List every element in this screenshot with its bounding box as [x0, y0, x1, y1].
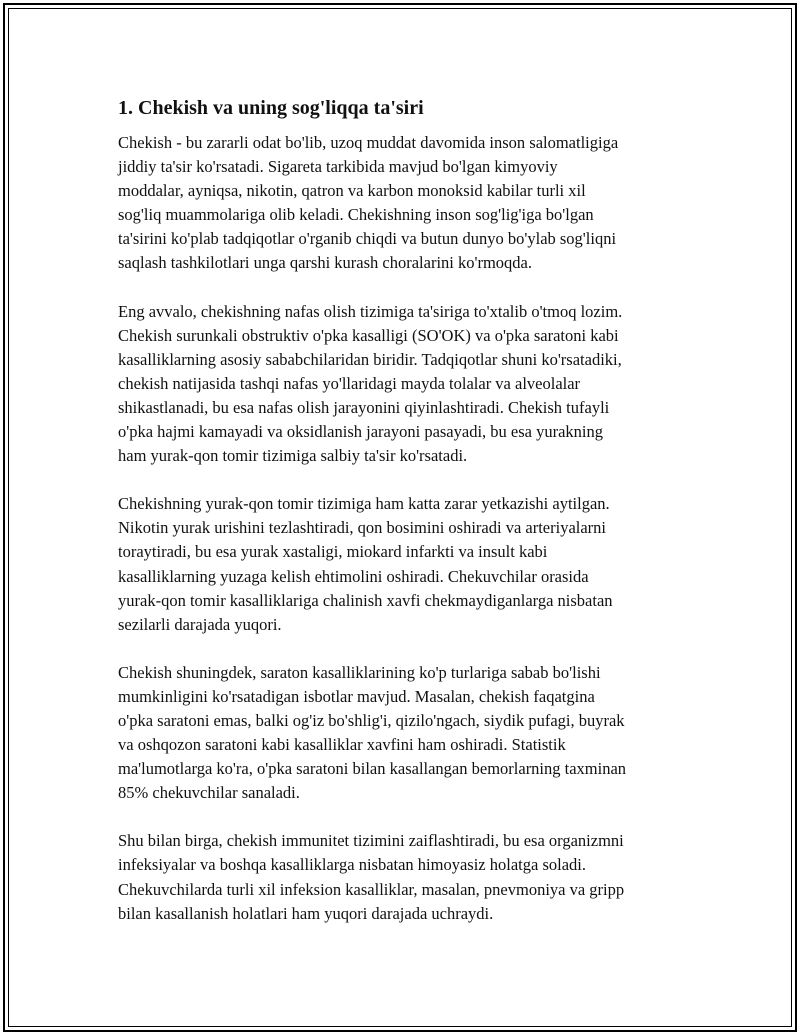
- text-line: yurak-qon tomir kasalliklariga chalinish xavfi chekmaydiganlarga nisbatan: [118, 590, 613, 610]
- paragraph-1: [118, 131, 698, 276]
- text-line: mumkinligini ko'rsatadigan isbotlar mavjud. Masalan, chekish faqatgina: [118, 686, 595, 706]
- text-line: Nikotin yurak urishini tezlashtiradi, qon bosimini oshiradi va arteriyalarni: [118, 518, 607, 538]
- text-line: Chekuvchilarda turli xil infeksion kasalliklar, masalan, pnevmoniya va gripp: [118, 879, 625, 899]
- text-line: va oshqozon saratoni kabi kasalliklar xavfini ham oshiradi. Statistik: [118, 735, 566, 755]
- text-line: ham yurak-qon tomir tizimiga salbiy ta'sir ko'rsatadi.: [118, 446, 468, 466]
- text-line: toraytiradi, bu esa yurak xastaligi, miokard infarkti va insult kabi: [118, 542, 548, 562]
- text-line: kasalliklarning yuzaga kelish ehtimolini oshiradi. Chekuvchilar orasida: [118, 566, 589, 586]
- text-line: o'pka saratoni emas, balki og'iz bo'shlig'i, qizilo'ngach, siydik pufagi, buyrak: [118, 710, 625, 730]
- text-line: sog'liq muammolariga olib keladi. Chekishning inson sog'lig'iga bo'lgan: [118, 205, 594, 225]
- paragraph-4: [118, 661, 698, 806]
- text-line: 85% chekuvchilar sanaladi.: [118, 783, 300, 803]
- document-body: [118, 95, 698, 950]
- text-line: infeksiyalar va boshqa kasalliklarga nisbatan himoyasiz holatga soladi.: [118, 855, 586, 875]
- text-line: Chekishning yurak-qon tomir tizimiga ham katta zarar yetkazishi aytilgan.: [118, 494, 610, 514]
- paragraph-5: [118, 829, 698, 925]
- text-line: bilan kasallanish holatlari ham yuqori darajada uchraydi.: [118, 903, 494, 923]
- text-line: Shu bilan birga, chekish immunitet tizimini zaiflashtiradi, bu esa organizmni: [118, 831, 624, 851]
- text-line: kasalliklarning asosiy sababchilaridan biridir. Tadqiqotlar shuni ko'rsatadiki,: [118, 349, 622, 369]
- text-line: Chekish - bu zararli odat bo'lib, uzoq muddat davomida inson salomatligiga: [118, 133, 619, 152]
- text-line: jiddiy ta'sir ko'rsatadi. Sigareta tarkibida mavjud bo'lgan kimyoviy: [118, 157, 558, 177]
- text-line: chekish natijasida tashqi nafas yo'llaridagi mayda tolalar va alveolalar: [118, 373, 581, 393]
- text-line: moddalar, ayniqsa, nikotin, qatron va karbon monoksid kabilar turli xil: [118, 181, 586, 201]
- text-line: saqlash tashkilotlari unga qarshi kurash choralarini ko'rmoqda.: [118, 253, 532, 273]
- paragraph-2: [118, 300, 698, 469]
- text-line: Chekish surunkali obstruktiv o'pka kasalligi (SO'OK) va o'pka saratoni kabi: [118, 325, 619, 345]
- section-heading: 1. Chekish va uning sog'liqqa ta'siri: [118, 97, 424, 119]
- text-line: o'pka hajmi kamayadi va oksidlanish jarayoni pasayadi, bu esa yurakning: [118, 422, 604, 442]
- text-line: sezilarli darajada yuqori.: [118, 614, 282, 634]
- text-line: shikastlanadi, bu esa nafas olish jarayonini qiyinlashtiradi. Chekish tufayli: [118, 397, 610, 417]
- text-line: ta'sirini ko'plab tadqiqotlar o'rganib chiqdi va butun dunyo bo'ylab sog'liqni: [118, 229, 617, 249]
- text-line: Chekish shuningdek, saraton kasalliklarining ko'p turlariga sabab bo'lishi: [118, 662, 601, 682]
- text-line: Eng avvalo, chekishning nafas olish tizimiga ta'siriga to'xtalib o'tmoq lozim.: [118, 301, 623, 321]
- paragraph-3: [118, 492, 698, 637]
- text-line: ma'lumotlarga ko'ra, o'pka saratoni bilan kasallangan bemorlarning taxminan: [118, 759, 627, 779]
